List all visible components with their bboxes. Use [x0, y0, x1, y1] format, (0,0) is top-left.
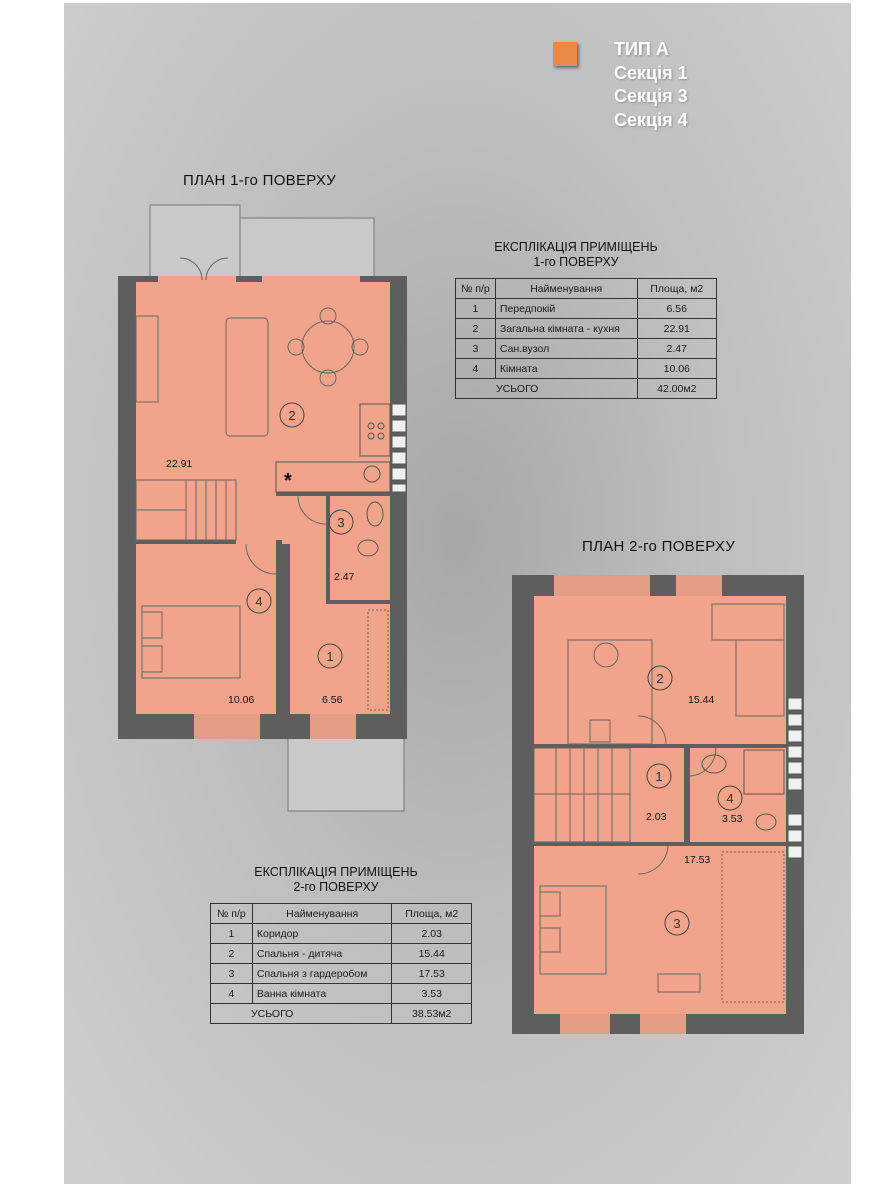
table2-title-line2: 2-го ПОВЕРХУ [293, 880, 379, 894]
floor2-room-1-number: 1 [655, 769, 663, 784]
table-row: 2 Загальна кімната - кухня 22.91 [456, 319, 717, 339]
table-row: 2 Спальня - дитяча 15.44 [211, 944, 472, 964]
floor2-window-north-west [554, 575, 650, 596]
table-row: 3 Сан.вузол 2.47 [456, 339, 717, 359]
legend-section-2: Секція 3 [614, 86, 688, 106]
floor2-room-1-area: 2.03 [646, 811, 667, 823]
floor2-room-3-area: 17.53 [684, 854, 711, 866]
floor2-window-north-east [676, 575, 722, 596]
floor2-plan-title: ПЛАН 2-го ПОВЕРХУ [582, 538, 736, 555]
floor2-room-2-fill [534, 596, 786, 744]
floor2-vent-shafts [788, 698, 802, 858]
table1-header-area: Площа, м2 [637, 279, 716, 299]
table-row: 1 Коридор 2.03 [211, 924, 472, 944]
table-row: 1 Передпокій 6.56 [456, 299, 717, 319]
table2-title-line1: ЕКСПЛІКАЦІЯ ПРИМІЩЕНЬ [254, 865, 418, 879]
floor2-room-4-area: 3.53 [722, 813, 743, 825]
table2-title [236, 865, 436, 895]
table2-header-name: Найменування [252, 904, 392, 924]
floor2-wall-1-3 [534, 842, 638, 846]
floor1-plan-title: ПЛАН 1-го ПОВЕРХУ [183, 172, 337, 189]
table-row: 4 Кімната 10.06 [456, 359, 717, 379]
floor1-room-4-number: 4 [255, 594, 263, 609]
table2-explication [210, 903, 472, 1024]
table1-total-label: УСЬОГО [456, 379, 638, 399]
floor1-room-1-area: 6.56 [322, 694, 343, 706]
table2-total-value: 38.53м2 [392, 1004, 472, 1024]
floor2-room-4-number: 4 [726, 791, 734, 806]
legend-section-3: Секція 4 [614, 109, 688, 130]
floor2-wall-2-1 [534, 744, 638, 748]
floor2-wall-2-4 [684, 744, 786, 748]
table2-total-row [211, 1004, 472, 1024]
floor1-marker: * [284, 470, 292, 492]
floor2-room-2-number: 2 [656, 671, 664, 686]
legend-section-1: Секція 1 [614, 62, 688, 83]
table1-header-no: № п/р [456, 279, 496, 299]
floor2-window-south-east [640, 1014, 686, 1034]
floor2-wall-1-4 [684, 748, 688, 842]
floor1-room-2-number: 2 [288, 408, 296, 423]
table2-total-label: УСЬОГО [211, 1004, 392, 1024]
floor1-room-2-area: 22.91 [166, 458, 193, 470]
floor1-room-1-number: 1 [326, 649, 334, 664]
table2-header-area: Площа, м2 [392, 904, 472, 924]
table1-header-name: Найменування [495, 279, 637, 299]
table-row: 4 Ванна кімната 3.53 [211, 984, 472, 1004]
legend-type: ТИП А [614, 39, 669, 59]
floor1-room-3-area: 2.47 [334, 571, 355, 583]
floor2-room-3-number: 3 [673, 916, 681, 931]
floor2-room-2-area: 15.44 [688, 694, 715, 706]
floor2-window-south-west [560, 1014, 610, 1034]
table1-total-value: 42.00м2 [637, 379, 716, 399]
floor1-room-3-number: 3 [337, 515, 345, 530]
floor2-wall-4-3 [684, 842, 786, 846]
table1-title-line1: ЕКСПЛІКАЦІЯ ПРИМІЩЕНЬ [494, 240, 658, 254]
floor2-room-4-fill [690, 748, 786, 842]
table1-title-line2: 1-го ПОВЕРХУ [533, 255, 619, 269]
floor2-room-3-fill [534, 846, 786, 1014]
table-row: 3 Спальня з гардеробом 17.53 [211, 964, 472, 984]
floor1-room-4-area: 10.06 [228, 694, 255, 706]
table2-header-no: № п/р [211, 904, 253, 924]
